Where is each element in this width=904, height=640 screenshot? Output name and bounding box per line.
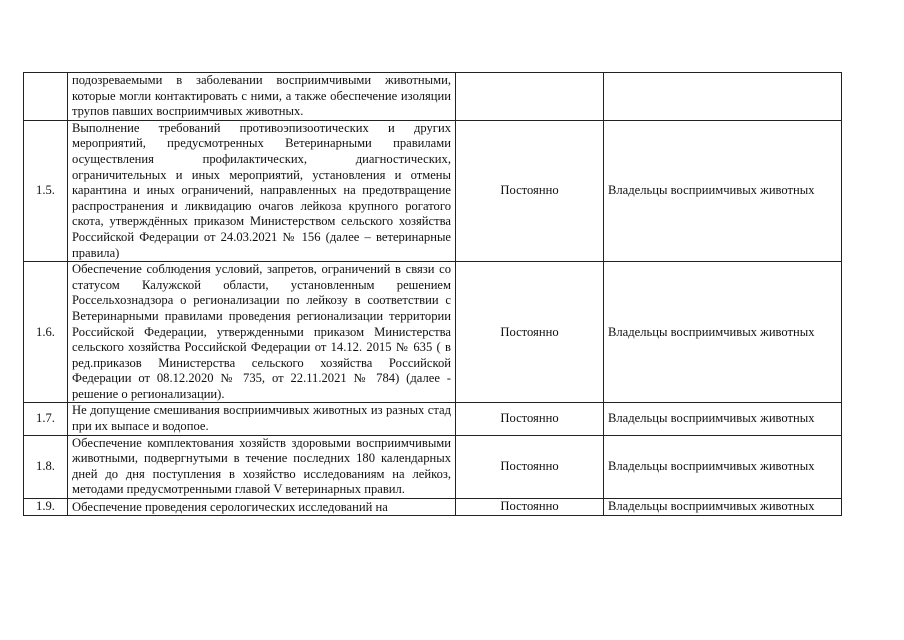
row-responsible: Владельцы восприимчивых животных bbox=[604, 120, 842, 261]
row-number: 1.8. bbox=[24, 435, 68, 498]
row-responsible: Владельцы восприимчивых животных bbox=[604, 403, 842, 435]
row-term: Постоянно bbox=[456, 403, 604, 435]
row-term: Постоянно bbox=[456, 435, 604, 498]
row-number: 1.6. bbox=[24, 262, 68, 403]
row-number: 1.9. bbox=[24, 499, 68, 516]
row-number bbox=[24, 73, 68, 121]
table-row bbox=[24, 262, 842, 403]
table-row bbox=[24, 120, 842, 261]
row-description: Обеспечение соблюдения условий, запретов, ограничений в связи со статусом Калужской области, установленным решением Россельхознадзора о регионализации по лейкозу в соответствии с Ветеринарными правилами проведения регионализации территории Российской Федерации, утвержденными приказом Министерства сельского хозяйства Российской Федерации от 14.12. 2015 № 635 ( в ред.приказов Министерства сельского хозяйства Российской Федерации от 08.12.2020 № 735, от 22.11.2021 № 784) (далее - решение о регионализации). bbox=[68, 262, 456, 403]
row-term: Постоянно bbox=[456, 499, 604, 516]
row-term bbox=[456, 73, 604, 121]
row-number: 1.7. bbox=[24, 403, 68, 435]
row-description: Выполнение требований противоэпизоотических и других мероприятий, предусмотренных Ветеринарными правилами осуществления профилактических, диагностических, ограничительных и иных мероприятий, установления и отмены карантина и иных ограничений, направленных на предотвращение распространения и ликвидацию очагов лейкоза крупного рогатого скота, утверждённых приказом Министерством сельского хозяйства Российской Федерации от 24.03.2021 № 156 (далее – ветеринарные правила) bbox=[68, 120, 456, 261]
row-description bbox=[68, 499, 456, 516]
measures-table bbox=[23, 72, 842, 516]
row-responsible: Владельцы восприимчивых животных bbox=[604, 262, 842, 403]
row-responsible bbox=[604, 73, 842, 121]
row-responsible: Владельцы восприимчивых животных bbox=[604, 499, 842, 516]
row-description: Не допущение смешивания восприимчивых животных из разных стад при их выпасе и водопое. bbox=[68, 403, 456, 435]
row-description: подозреваемыми в заболевании восприимчивыми животными, которые могли контактировать с ними, а также обеспечение изоляции трупов павших восприимчивых животных. bbox=[68, 73, 456, 121]
row-term: Постоянно bbox=[456, 120, 604, 261]
row-number: 1.5. bbox=[24, 120, 68, 261]
row-description-text: Обеспечение проведения серологических исследований на bbox=[72, 499, 388, 514]
table-row bbox=[24, 403, 842, 435]
row-description: Обеспечение комплектования хозяйств здоровыми восприимчивыми животными, подвергнутыми в течение последних 180 календарных дней до дня поступления в хозяйство исследованиям на лейкоз, методами предусмотренными главой V ветеринарных правил. bbox=[68, 435, 456, 498]
table-row bbox=[24, 435, 842, 498]
table-row bbox=[24, 73, 842, 121]
row-term: Постоянно bbox=[456, 262, 604, 403]
row-responsible: Владельцы восприимчивых животных bbox=[604, 435, 842, 498]
table-row bbox=[24, 499, 842, 516]
